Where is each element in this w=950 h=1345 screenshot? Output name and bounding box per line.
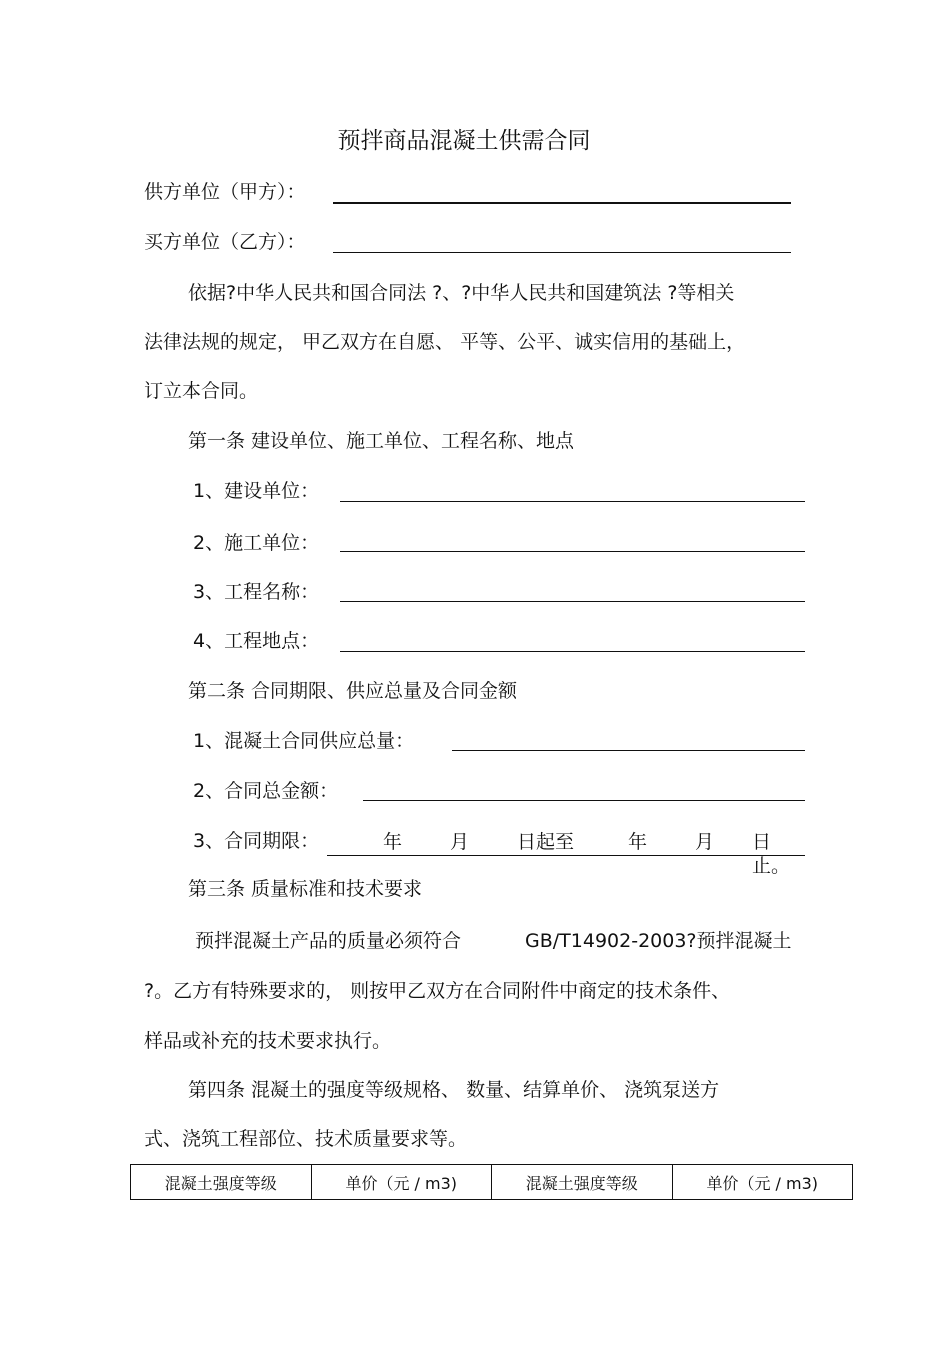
contractor-unit-label: 2、施工单位： xyxy=(193,532,320,554)
contract-period-label: 3、合同期限： xyxy=(193,830,320,852)
intro-line-2: 法律法规的规定， 甲乙双方在自愿、 平等、公平、诚实信用的基础上， xyxy=(144,331,746,353)
contract-title: 预拌商品混凝土供需合同 xyxy=(337,128,591,154)
supplier-label: 供方单位（甲方）： xyxy=(144,181,306,203)
article4-line-2: 式、浇筑工程部位、技术质量要求等。 xyxy=(144,1128,468,1150)
supply-total-blank[interactable] xyxy=(452,750,805,751)
header-strength-grade-2: 混凝土强度等级 xyxy=(492,1165,673,1200)
buyer-label: 买方单位（乙方）： xyxy=(144,231,306,253)
supplier-blank[interactable] xyxy=(333,202,791,204)
article4-line-1: 第四条 混凝土的强度等级规格、 数量、结算单价、 浇筑泵送方 xyxy=(188,1079,720,1101)
contract-amount-blank[interactable] xyxy=(363,800,805,801)
project-name-blank[interactable] xyxy=(340,601,805,602)
article3-line-3: 样品或补充的技术要求执行。 xyxy=(144,1030,392,1052)
construction-unit-label: 1、建设单位： xyxy=(193,480,320,502)
table-header-row xyxy=(131,1165,853,1200)
article1-heading: 第一条 建设单位、施工单位、工程名称、地点 xyxy=(188,430,575,452)
contract-amount-label: 2、合同总金额： xyxy=(193,780,339,802)
article3-heading: 第三条 质量标准和技术要求 xyxy=(188,878,423,900)
period-month-end: 月 xyxy=(695,831,715,853)
contract-period-blank[interactable] xyxy=(327,829,805,877)
period-day-start: 日起至 xyxy=(517,831,575,853)
project-location-label: 4、工程地点： xyxy=(193,630,320,652)
header-unit-price-1: 单价（元 / m3) xyxy=(311,1165,492,1200)
header-unit-price-2: 单价（元 / m3) xyxy=(672,1165,853,1200)
article3-line-1a: 预拌混凝土产品的质量必须符合 xyxy=(195,930,462,952)
project-name-label: 3、工程名称： xyxy=(193,581,320,603)
price-table xyxy=(130,1164,853,1200)
buyer-blank[interactable] xyxy=(333,252,791,253)
period-year-end: 年 xyxy=(628,831,648,853)
supply-total-label: 1、混凝土合同供应总量： xyxy=(193,730,415,752)
article3-line-2: ?。乙方有特殊要求的， 则按甲乙双方在合同附件中商定的技术条件、 xyxy=(144,980,731,1002)
intro-line-1: 依据?中华人民共和国合同法 ?、?中华人民共和国建筑法 ?等相关 xyxy=(188,282,735,304)
period-year-start: 年 xyxy=(383,831,403,853)
header-strength-grade-1: 混凝土强度等级 xyxy=(131,1165,312,1200)
intro-line-3: 订立本合同。 xyxy=(144,380,259,402)
project-location-blank[interactable] xyxy=(340,651,805,652)
construction-unit-blank[interactable] xyxy=(340,501,805,502)
period-month-start: 月 xyxy=(450,831,470,853)
article3-line-1b: GB/T14902-2003?预拌混凝土 xyxy=(525,930,792,952)
contractor-unit-blank[interactable] xyxy=(340,551,805,552)
period-day-end: 日止。 xyxy=(752,831,791,877)
article2-heading: 第二条 合同期限、供应总量及合同金额 xyxy=(188,680,518,702)
